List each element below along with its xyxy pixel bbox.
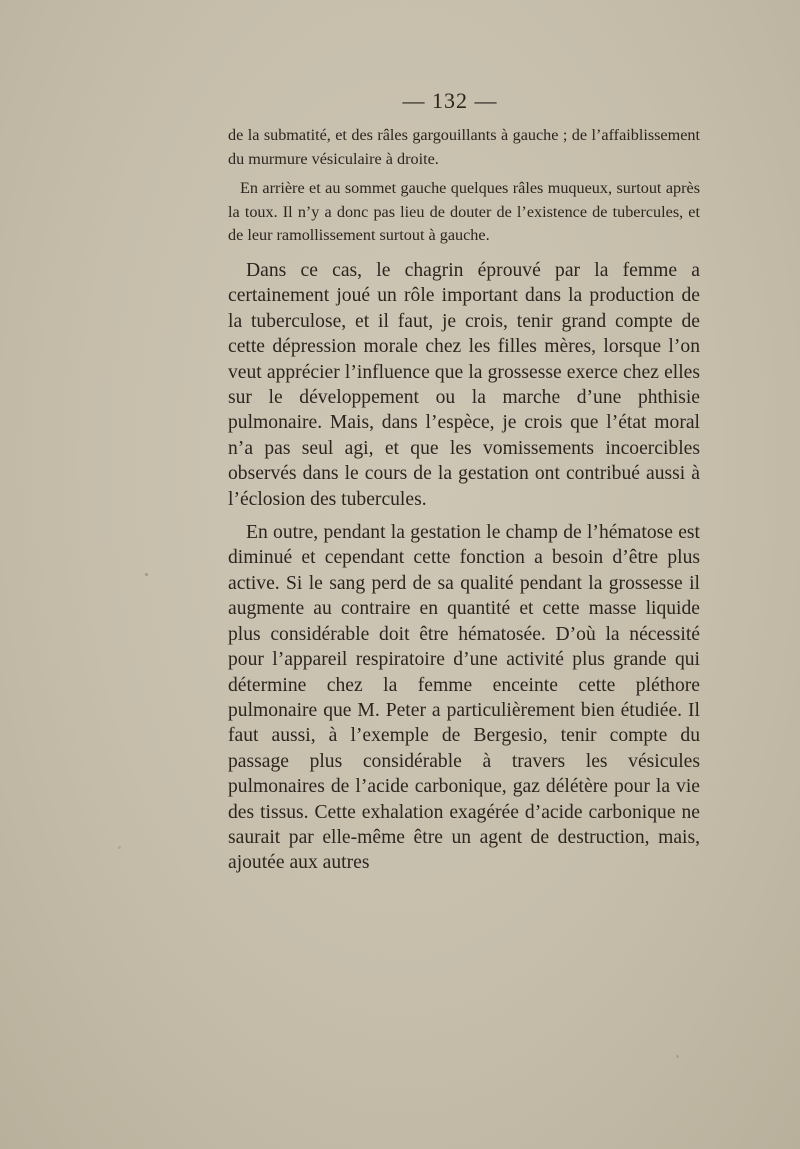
paragraph: En arrière et au sommet gauche quelques râles muqueux, surtout après la toux. Il n’y a donc pas lieu de douter de l’existence de tubercules, et de leur ramollissement surtout à gauche. [228, 179, 700, 245]
paragraph: En outre, pendant la gestation le champ de l’hématose est diminué et cependant cette fonction a besoin d’être plus active. Si le sang perd de sa qualité pendant la grossesse il augmente au contraire en quantité et cette masse liquide plus considérable doit être hématosée. D’où la nécessité pour l’appareil respiratoire d’une activité plus grande qui détermine chez la femme enceinte cette pléthore pulmonaire que M. Peter a particulièrement bien étudiée. Il faut aussi, à l’exemple de Bergesio, tenir compte du passage plus considérable à travers les vésicules pulmonaires de l’acide carbonique, gaz délétère pour la vie des tissus. Cette exhalation exagérée d’acide carbonique ne saurait par elle-même être un agent de destruction, mais, ajoutée aux autres [228, 522, 700, 874]
paper-speck [118, 846, 121, 849]
paper-speck [145, 573, 148, 576]
page-number: — 132 — [402, 88, 498, 113]
main-text-block [228, 258, 700, 884]
paragraph: Dans ce cas, le chagrin éprouvé par la femme a certainement joué un rôle important dans la production de la tuberculose, et il faut, je crois, tenir grand compte de cette dépression morale chez les filles mères, lorsque l’on veut apprécier l’influence que la grossesse exerce chez elles sur le développement ou la marche d’une phthisie pulmonaire. Mais, dans l’espèce, je crois que l’état moral n’a pas seul agi, et que les vomissements incoercibles observés dans le cours de la gestation ont contribué aussi à l’éclosion des tubercules. [228, 260, 700, 510]
top-text-block [228, 124, 700, 254]
paragraph: de la submatité, et des râles gargouillants à gauche ; de l’affaiblissement du murmure vésiculaire à droite. [228, 126, 700, 168]
paper-speck [676, 1055, 679, 1058]
